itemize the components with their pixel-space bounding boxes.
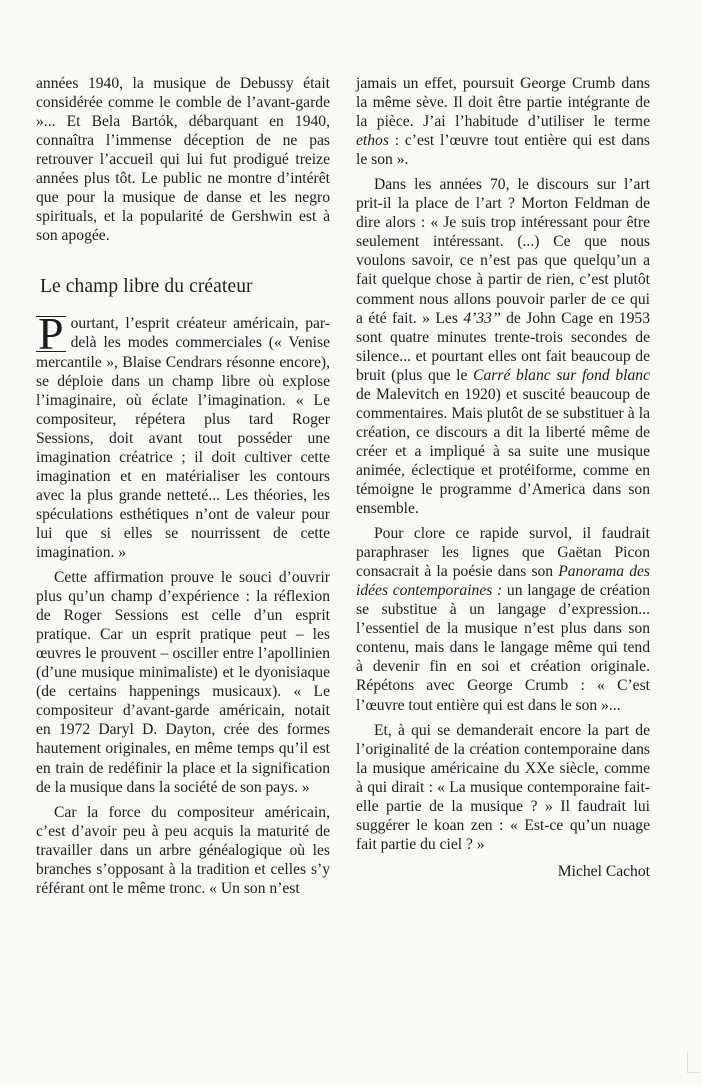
- left-column: [36, 74, 330, 898]
- text-run: Dans les années 70, le discours sur l’art prit-il la place de l’art ? Morton Feldman de dire alors : « Je suis trop intéressant pour être seulement intéressant. (...) Ce que nous voulons savoir, ce n’est pas que quelqu’un a fait quelque chose à partir de rien, c’est plutôt comment nous allons pouvoir parler de ce qui a été fait. » Les: [356, 176, 650, 327]
- paragraph-sessions: Cette affirmation prouve le souci d’ouvrir plus qu’un champ d’expérience : la réflexion de Roger Sessions est celle d’un esprit pratique. Car un esprit pratique peut – les œuvres le prouvent – osciller entre l’apollinien (d’une musique minimaliste) et le dyonisiaque (de certains happenings musicaux). « Le compositeur d’avant-garde américain, notait en 1972 Daryl D. Dayton, crée des formes hautement originales, en même temps qu’il est en train de redéfinir la place et la signification de la musique dans la société de son pays. »: [36, 569, 330, 796]
- paragraph-dropcap: [36, 308, 330, 562]
- right-column: [356, 74, 650, 881]
- paragraph-feldman: [356, 175, 650, 518]
- text-run: un langage de création se substitue à un langage d’expression... l’essentiel de la musique n’est plus dans son contenu, mais dans le langage même qui tend à devenir fin en soi et création originale. Répétons avec George Crumb : « C’est l’œuvre tout entière qui est dans le son »...: [356, 582, 651, 714]
- italic-title-panorama: Panorama des idées contemporaines :: [356, 563, 650, 600]
- text-run: Pour clore ce rapide survol, il faudrait paraphraser les lignes que Gaëtan Picon consacrait à la poésie dans son: [356, 525, 650, 581]
- italic-title-cage: 4’33’’: [463, 309, 501, 327]
- paragraph-koan: Et, à qui se demanderait encore la part de l’originalité de la création contemporaine dans la musique américaine du XXe siècle, comme à qui dirait : « La musique contemporaine fait-elle partie de la musique ? » Il faudrait lui suggérer le koan zen : « Est-ce qu’un nuage fait partie du ciel ? »: [356, 721, 650, 853]
- text-run: jamais un effet, poursuit George Crumb dans la même sève. Il doit être partie intégrante de la pièce. J’ai l’habitude d’utiliser le terme: [356, 75, 650, 131]
- text-run: de Malevitch en 1920) et suscité beaucoup de commentaires. Mais plutôt de se substituer à la création, ce discours a dit la liberté même de créer et a impliqué à sa suite une musique animée, éclectique et protéiforme, comme en témoigne le programme d’America dans son ensemble.: [356, 385, 650, 518]
- paragraph-picon: [356, 524, 650, 714]
- drop-cap-letter: P: [38, 308, 64, 360]
- text-run: : c’est l’œuvre tout entière qui est dans le son ».: [356, 132, 650, 169]
- author-signature: Michel Cachot: [557, 862, 650, 880]
- paragraph-dropcap-text: ourtant, l’esprit créateur américain, par-delà les modes commerciales (« Venise mercantile », Blaise Cendrars résonne encore), se déploie dans un champ libre où explose l’imaginaire, où éclate l’imagination. « Le compositeur, répétera plus tard Roger Sessions, doit avant tout posséder une imagination créatrice ; il doit cultiver cette imagination et en matérialiser les contours avec la plus grande netteté... Les théories, les spéculations esthétiques n’ont de valeur pour lui que si elles se nourrissent de cette imagination. »: [36, 315, 330, 561]
- italic-title-malevitch: Carré blanc sur fond blanc: [473, 366, 650, 384]
- paragraph-crumb: [356, 74, 650, 169]
- paragraph-force: Car la force du compositeur américain, c’est d’avoir peu à peu acquis la maturité de travailler dans un arbre généalogique où les branches s’opposant à la tradition et celles s’y référant ont le même tronc. « Un son n’est: [36, 803, 330, 897]
- italic-term: ethos: [356, 132, 389, 150]
- paragraph-intro: années 1940, la musique de Debussy était considérée comme le comble de l’avant-garde »... Et Bela Bartók, débarquant en 1940, connaîtra l’immense déception de ne pas retrouver l’accueil qui lui fut prodigué treize années plus tôt. Le public ne montre d’intérêt que pour la musique de danse et les negro spirituals, et la popularité de Gershwin est à son apogée.: [36, 75, 330, 245]
- scan-edge-mark: [687, 1052, 700, 1073]
- section-heading: Le champ libre du créateur: [40, 276, 253, 298]
- text-run: de John Cage en 1953 sont quatre minutes trente-trois secondes de silence... et pourtant elles ont fait beaucoup de bruit (plus que le: [356, 309, 650, 384]
